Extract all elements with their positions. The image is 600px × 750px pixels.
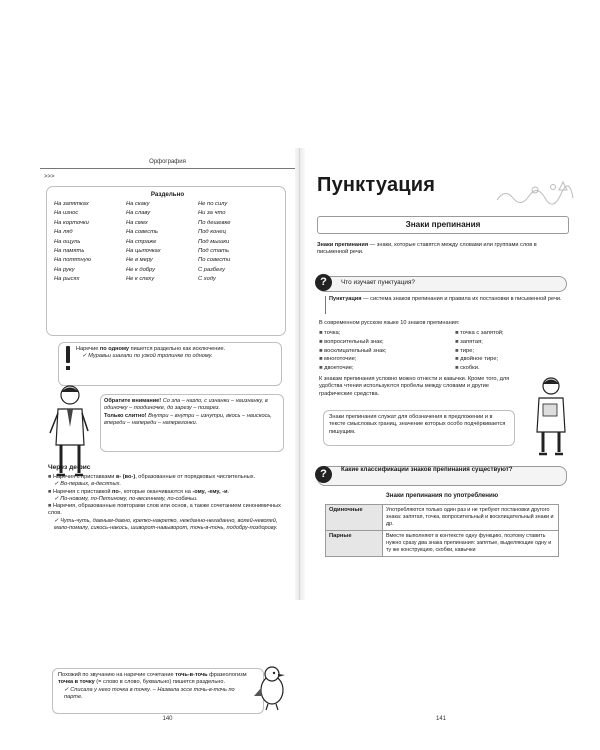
word-item: На износ: [54, 210, 79, 217]
word-item: По совести: [198, 257, 231, 264]
info-box-text: Знаки препинания служат для обозначения в предложении и в тексте смысловых границ, значение которых особо подчёркивается пишущим.: [329, 414, 506, 435]
note-together: Только слитно!: [104, 412, 147, 419]
rule-item-text: Наречия с приставками: [52, 474, 116, 480]
rule-example: ✓ Муравьи шагали по узкой тропинке по одному.: [82, 353, 213, 360]
chevrons: >>>: [44, 174, 55, 180]
table-value: Употребляются только один раз и не требуют постановки другого знака: запятая, точка, вопросительный и восклицательный знаки и др.: [383, 505, 559, 531]
usage-table: [325, 504, 559, 557]
table-row: [326, 531, 559, 557]
word-item: На память: [54, 248, 85, 255]
definition-term: Знаки препинания: [317, 242, 369, 248]
marks-intro: В современном русском языке 10 знаков препинания:: [319, 320, 460, 326]
rule-text-pre: Наречие: [76, 346, 100, 352]
right-page: [305, 148, 577, 722]
phrase-text-b: фразеологизм: [207, 672, 247, 678]
word-item: На рысях: [54, 276, 80, 283]
header-rule: [40, 168, 295, 169]
word-item: Под стать: [198, 248, 230, 255]
punctuation-definition: [329, 296, 569, 303]
word-item: На страже: [126, 238, 157, 245]
rule-item: ■ Наречия, образованные повторами слов или основ, а также сочетанием синонимичных слов.: [48, 503, 281, 517]
question-2: Какие классификации знаков препинания существуют?: [341, 466, 513, 473]
phrase-bold-1: точь-в-точь: [175, 672, 208, 678]
table-title: Знаки препинания по употреблению: [385, 492, 499, 499]
page-number-left: 140: [162, 716, 173, 722]
word-item: На запятках: [54, 201, 89, 207]
punctuation-term: Пунктуация: [329, 296, 362, 302]
word-item: На скаку: [126, 201, 150, 207]
list-item: ■ скобки.: [455, 365, 480, 372]
list-item: ■ восклицательный знак;: [319, 347, 387, 354]
question-1: Что изучает пунктуация?: [341, 279, 415, 286]
quote-bar: [325, 296, 326, 314]
exclamation-icon: [64, 346, 72, 372]
rule-example: ✓ Чуть-чуть, давным-давно, крепко-накрепко, нежданно-негаданно, волей-неволей, мало-помалу, сикось-накось, шиворот-навыворот, точь-в-точь, подобру-поздорову.: [54, 517, 278, 532]
word-item: На славу: [126, 210, 151, 217]
word-item: Не по силу: [198, 201, 228, 207]
word-item: На ощупь: [54, 238, 81, 245]
rule-text-post: пишется раздельно как исключение.: [129, 346, 226, 352]
note-attention-text: Со зла – назло, с изнанки – наизнанку, в одиночку – поодиночке, до зарезу – позарез.: [104, 398, 268, 412]
word-item: Под мышки: [198, 238, 230, 245]
quotes-paragraph: К знакам препинания условно можно отнести и кавычки. Кроме того, для удобства чтения используются пробелы между словами и другие графические средства.: [319, 376, 510, 397]
rule-item: ■ Наречия с приставками в- (во-), образованные от порядковых числительных.: [48, 474, 256, 480]
rule-item: ■ Наречия с приставкой по-, которые оканчиваются на -ому, -ему, -и.: [48, 488, 230, 495]
section-heading: Через дефис: [48, 464, 91, 471]
note-attention: Обратите внимание!: [104, 398, 162, 404]
word-column-1: [54, 200, 91, 285]
rule-item-text: .: [227, 488, 230, 495]
table-row: [326, 505, 559, 531]
table-title: Раздельно: [150, 191, 185, 198]
rule-example: ✓ Во-первых, в-десятых.: [54, 481, 122, 488]
phrase-text-a: Похожий по звучанию на наречие сочетание: [58, 672, 176, 678]
list-item: ■ точка с запятой;: [455, 330, 504, 336]
word-item: На совесть: [126, 229, 158, 236]
word-item: Под конец: [198, 229, 226, 236]
phrase-text-c: (= слово в слово, буквально) пишется раздельно.: [94, 679, 225, 686]
list-item: ■ точка;: [319, 330, 341, 336]
word-item: На смех: [126, 219, 148, 226]
running-head: Орфография: [149, 159, 186, 165]
word-item: На цыпочках: [126, 248, 161, 255]
list-item: ■ двоеточие;: [319, 365, 354, 372]
hyphen-rules: [48, 474, 288, 532]
left-page: [40, 148, 295, 722]
list-item: ■ вопросительный знак;: [319, 338, 384, 345]
rule-item-text: , которые оканчиваются на: [120, 488, 193, 495]
phrase-example: ✓ Списала у него точка в точку. – Назвала эссе точь-в-точь по парте.: [64, 686, 235, 700]
rule-item-text: Наречия, образованные повторами слов или основ, а также сочетанием синонимичных слов.: [48, 503, 281, 517]
word-item: Не к добру: [126, 266, 155, 273]
word-column-3: [198, 200, 231, 285]
list-item: ■ двойное тире;: [455, 356, 499, 363]
teacher-illustration: [529, 376, 575, 456]
rule-item-bold: в- (во-): [115, 474, 136, 480]
rule-item-text: , образованные от порядковых числительных.: [135, 474, 256, 480]
rule-text: [76, 346, 274, 361]
word-column-2: [126, 200, 161, 285]
page-number-right: 141: [435, 716, 446, 722]
rule-bold: по одному: [99, 346, 130, 352]
list-item: ■ многоточие;: [319, 356, 357, 363]
list-item: ■ тире;: [455, 347, 475, 354]
word-item: На попятную: [54, 257, 91, 264]
word-item: Не в меру: [126, 257, 153, 264]
rule-item-text: Наречия с приставкой: [52, 488, 113, 495]
definition-text: — знаки, которые ставятся между словами или группами слов в письменной речи.: [317, 242, 537, 256]
question-icon: ?: [315, 274, 332, 291]
word-item: С разбегу: [198, 266, 225, 273]
table-value: Вместе выполняют в контексте одну функцию, поэтому ставить нужно сразу два знака препинания: запятые, выделяющие одну и ту же конструкцию, скобки, кавычки: [383, 531, 559, 557]
section-title: Знаки препинания: [317, 216, 569, 234]
rule-item-bold: по-: [112, 488, 121, 495]
marks-list-right: [455, 329, 504, 373]
phrase-bold-2: точка в точку: [58, 679, 95, 686]
word-item: На корточки: [54, 219, 89, 226]
marks-list-left: [319, 329, 386, 373]
word-item: С ходу: [198, 276, 216, 283]
bird-illustration: [252, 662, 292, 712]
question-icon: ?: [315, 466, 332, 483]
rule-example: ✓ По-новому, по-Петиному, по-весеннему, по-собачьи.: [54, 495, 198, 502]
page-title: Пунктуация: [317, 174, 436, 196]
note-together-text: Внутри – внутри – изнутри, вкось – наискось, впереди – напереди – наперегонки.: [104, 412, 272, 426]
list-item: ■ запятая;: [455, 338, 483, 345]
definition: [317, 242, 569, 257]
rule-item-bold: -ому, -ему, -и: [192, 488, 228, 495]
word-item: По дешевке: [198, 219, 231, 226]
word-item: На руку: [54, 266, 75, 273]
word-item: На ляд: [54, 229, 73, 236]
punctuation-text: — система знаков препинания и правила их постановки в письменной речи.: [361, 296, 562, 302]
phrase-text: [58, 672, 252, 701]
note-text: [104, 398, 278, 427]
doodle-decoration: [495, 178, 575, 206]
word-item: Не к спеху: [126, 276, 155, 283]
table-key: Парные: [326, 531, 383, 557]
table-key: Одиночные: [326, 505, 383, 531]
word-item: Ни за что: [198, 210, 226, 217]
